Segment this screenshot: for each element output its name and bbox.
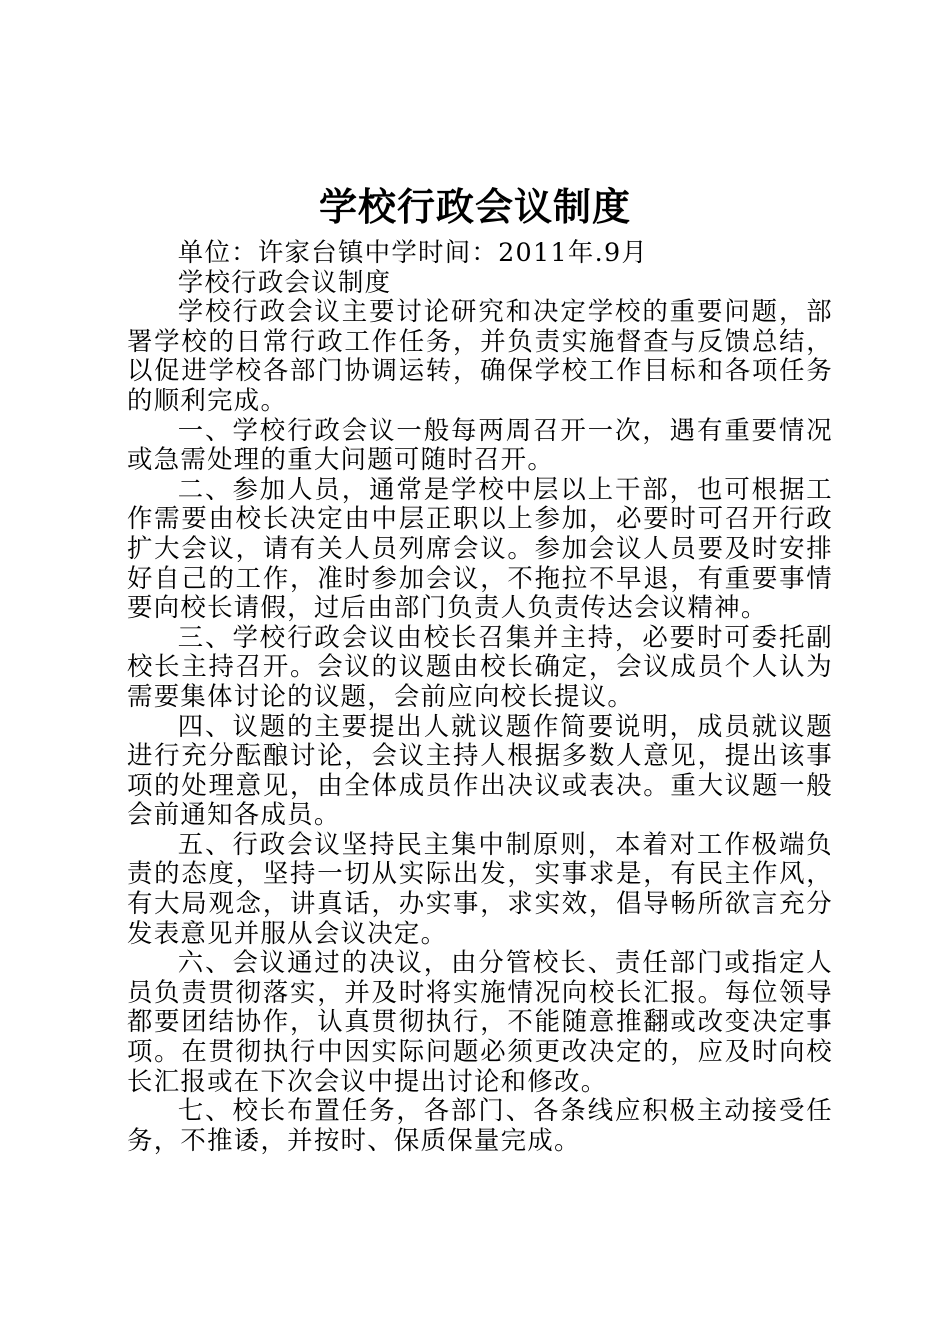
meta-line: 单位：许家台镇中学时间：2011年.9月 <box>177 237 649 267</box>
paragraph-clause-1: 一、学校行政会议一般每两周召开一次，遇有重要情况或急需处理的重大问题可随时召开。 <box>127 414 833 475</box>
paragraph-clause-3: 三、学校行政会议由校长召集并主持，必要时可委托副校长主持召开。会议的议题由校长确定，会议成员个人认为需要集体讨论的议题，会前应向校长提议。 <box>127 621 833 711</box>
paragraph-clause-4: 四、议题的主要提出人就议题作简要说明，成员就议题进行充分酝酿讨论，会议主持人根据多数人意见，提出该事项的处理意见，由全体成员作出决议或表决。重大议题一般会前通知各成员。 <box>127 710 833 830</box>
document-body <box>127 238 833 1155</box>
paragraph-clause-7: 七、校长布置任务，各部门、各条线应积极主动接受任务，不推诿，并按时、保质保量完成。 <box>127 1095 833 1155</box>
document-title: 学校行政会议制度 <box>318 184 631 229</box>
paragraph-clause-2: 二、参加人员，通常是学校中层以上干部，也可根据工作需要由校长决定由中层正职以上参加，必要时可召开行政扩大会议，请有关人员列席会议。参加会议人员要及时安排好自己的工作，准时参加会议，不拖拉不早退，有重要事情要向校长请假，过后由部门负责人负责传达会议精神。 <box>127 473 833 623</box>
paragraph-clause-5: 五、行政会议坚持民主集中制原则，本着对工作极端负责的态度，坚持一切从实际出发，实事求是，有民主作风，有大局观念，讲真话，办实事，求实效，倡导畅所欲言充分发表意见并服从会议决定。 <box>127 828 833 948</box>
paragraph-clause-6: 六、会议通过的决议，由分管校长、责任部门或指定人员负责贯彻落实，并及时将实施情况向校长汇报。每位领导都要团结协作，认真贯彻执行，不能随意推翻或改变决定事项。在贯彻执行中因实际问题必须更改决定的，应及时向校长汇报或在下次会议中提出讨论和修改。 <box>127 947 833 1096</box>
paragraph-intro: 学校行政会议主要讨论研究和决定学校的重要问题，部署学校的日常行政工作任务，并负责实施督查与反馈总结，以促进学校各部门协调运转，确保学校工作目标和各项任务的顺利完成。 <box>127 296 833 415</box>
subtitle-line: 学校行政会议制度 <box>177 266 392 297</box>
